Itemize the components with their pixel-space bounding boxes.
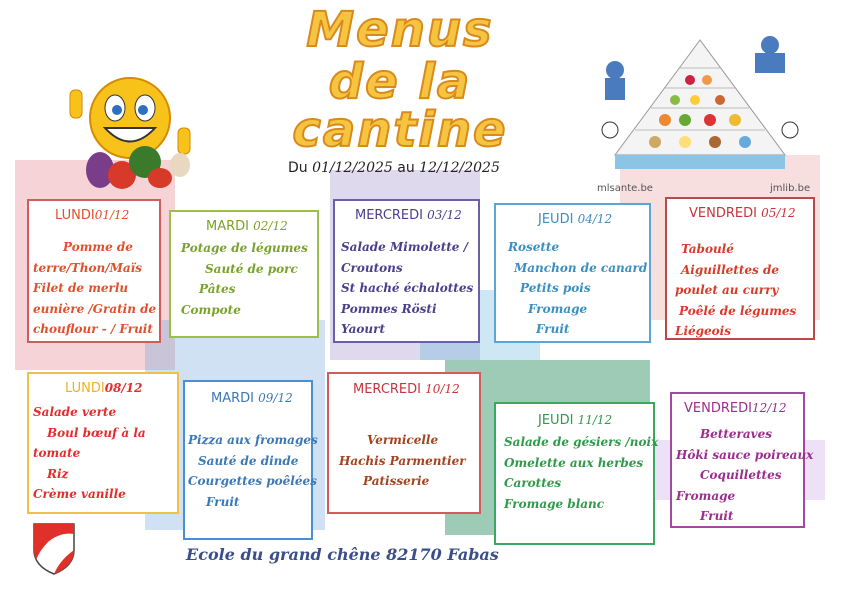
day-header: MARDI 02/12 xyxy=(206,219,288,234)
menu-items xyxy=(675,239,796,342)
menu-items xyxy=(188,430,318,512)
menu-period xyxy=(288,160,500,176)
menu-item: Coquillettes xyxy=(700,468,782,482)
menu-item: eunière /Gratin de xyxy=(33,301,157,316)
day-card-tuesday-week2 xyxy=(183,380,318,540)
day-header: MERCREDI 03/12 xyxy=(355,208,462,223)
smiley-mascot-icon xyxy=(60,70,200,195)
menu-item: poulet au curry xyxy=(675,283,779,297)
period-end: 12/12/2025 xyxy=(419,160,500,176)
menu-items xyxy=(33,402,146,505)
menu-item: Pommes Rösti xyxy=(341,301,437,316)
day-card-tuesday-week1 xyxy=(169,210,319,338)
title-line-1: Menus xyxy=(306,2,494,58)
menu-item: Pizza aux fromages xyxy=(188,433,318,447)
menu-items xyxy=(181,238,308,320)
menu-items xyxy=(339,430,466,492)
menu-items xyxy=(508,237,647,340)
day-card-friday-week2 xyxy=(670,392,814,528)
menu-item: Aiguillettes de xyxy=(681,262,779,277)
menu-item: Betteraves xyxy=(700,427,772,441)
menu-item: Vermicelle xyxy=(367,433,439,447)
day-card-friday-week1 xyxy=(665,197,815,340)
menu-items xyxy=(676,424,813,527)
day-header: MERCREDI 10/12 xyxy=(353,382,460,397)
day-card-thursday-week2 xyxy=(494,402,659,545)
menu-item: chouflour - / Fruit xyxy=(33,322,153,336)
jmlib-logo-text: jmlib.be xyxy=(770,183,811,194)
menu-item: Croutons xyxy=(341,260,403,275)
day-header: VENDREDI 05/12 xyxy=(689,206,796,221)
school-address: Ecole du grand chêne 82170 Fabas xyxy=(186,545,499,564)
menu-item: Rosette xyxy=(508,240,560,254)
menu-item: Fruit xyxy=(700,509,734,523)
menu-items xyxy=(504,432,658,514)
food-pyramid-icon xyxy=(585,30,815,190)
menu-item: Salade verte xyxy=(33,405,117,419)
day-header: JEUDI 11/12 xyxy=(538,413,613,428)
menu-item: Fromage blanc xyxy=(504,496,605,511)
menu-item: Fromage xyxy=(676,488,736,503)
menu-item: Boul bœuf à la xyxy=(47,425,146,440)
day-card-monday-week1 xyxy=(27,199,161,343)
menu-items xyxy=(341,237,473,340)
menu-item: Crème vanille xyxy=(33,487,126,501)
menu-item: Sauté de porc xyxy=(205,261,298,276)
day-header: MARDI 09/12 xyxy=(211,391,293,406)
menu-items xyxy=(33,237,156,340)
menu-item: Sauté de dinde xyxy=(198,453,299,468)
menu-item: Taboulé xyxy=(681,242,734,256)
menu-item: Salade de gésiers /noix xyxy=(504,435,659,449)
menu-item: terre/Thon/Maïs xyxy=(33,260,142,275)
menu-item: Patisserie xyxy=(363,474,430,488)
menu-item: Hôki sauce poireaux xyxy=(676,447,814,462)
menu-item: Courgettes poêlées xyxy=(188,474,317,488)
day-header: LUNDI01/12 xyxy=(55,208,130,223)
period-start: 01/12/2025 xyxy=(312,160,393,176)
day-card-monday-week2 xyxy=(27,372,179,514)
title-line-2: de la xyxy=(328,54,472,110)
menu-item: tomate xyxy=(33,446,81,460)
day-card-wednesday-week2 xyxy=(327,372,481,514)
day-header: VENDREDI12/12 xyxy=(684,401,787,416)
day-card-wednesday-week1 xyxy=(333,199,480,343)
period-middle: au xyxy=(397,160,415,176)
school-crest-icon xyxy=(30,520,78,576)
menu-item: Salade Mimolette / xyxy=(341,240,468,254)
menu-item: Hachis Parmentier xyxy=(339,453,466,468)
mlsante-logo-text: mlsante.be xyxy=(597,183,653,194)
menu-item: Riz xyxy=(47,466,69,481)
menu-item: Yaourt xyxy=(341,322,386,336)
menu-item: Pomme de xyxy=(63,240,133,254)
day-card-thursday-week1 xyxy=(494,203,651,343)
menu-item: Potage de légumes xyxy=(181,241,308,255)
title-line-3: cantine xyxy=(292,102,508,158)
menu-item: Pâtes xyxy=(199,282,236,296)
menu-item: Fruit xyxy=(206,494,240,509)
menu-item: St haché échalottes xyxy=(341,281,474,295)
menu-item: Manchon de canard xyxy=(514,260,648,275)
menu-item: Fruit xyxy=(536,322,570,336)
menu-item: Liégeois xyxy=(675,324,731,338)
menu-item: Petits pois xyxy=(520,281,591,295)
menu-item: Filet de merlu xyxy=(33,281,129,295)
menu-item: Fromage xyxy=(528,301,588,316)
menu-item: Poêlé de légumes xyxy=(679,303,797,318)
menu-item: Carottes xyxy=(504,476,562,490)
menu-item: Omelette aux herbes xyxy=(504,455,644,470)
menu-item: Compote xyxy=(181,302,241,317)
day-header: LUNDI08/12 xyxy=(65,381,143,396)
day-header: JEUDI 04/12 xyxy=(538,212,613,227)
period-prefix: Du xyxy=(288,160,308,176)
